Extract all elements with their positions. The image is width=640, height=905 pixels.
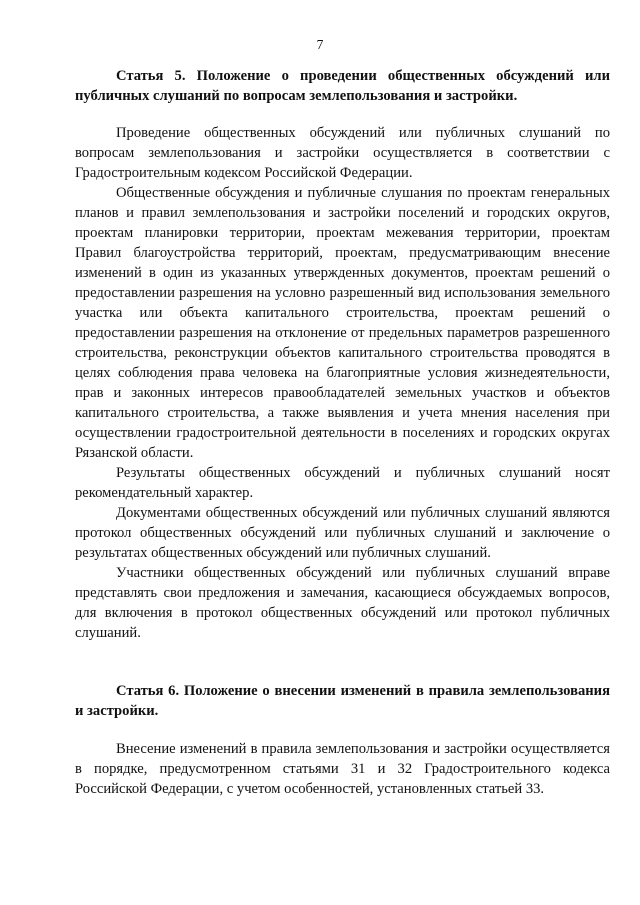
article-5-paragraph-5: Участники общественных обсуждений или публичных слушаний вправе представлять свои предложения и замечания, касающиеся обсуждаемых вопросов, для включения в протокол общественных обсуждений или протокол публичных слушаний. bbox=[75, 565, 610, 641]
article-5-heading: Статья 5. Положение о проведении общественных обсуждений или публичных слушаний по вопросам землепользования и застройки. bbox=[75, 68, 610, 104]
article-5-body bbox=[75, 123, 610, 643]
article-5-paragraph-1: Проведение общественных обсуждений или публичных слушаний по вопросам землепользования и застройки осуществляется в соответствии с Градостроительным кодексом Российской Федерации. bbox=[75, 125, 610, 181]
article-5-paragraph-4: Документами общественных обсуждений или публичных слушаний являются протокол общественных обсуждений или публичных слушаний и заключение о результатах общественных обсуждений или публичных слушаний. bbox=[75, 505, 610, 561]
article-6-body bbox=[75, 739, 610, 799]
page-number: 7 bbox=[316, 37, 324, 52]
article-6-heading: Статья 6. Положение о внесении изменений в правила землепользования и застройки. bbox=[75, 683, 610, 719]
article-5-paragraph-3: Результаты общественных обсуждений и публичных слушаний носят рекомендательный характер. bbox=[75, 465, 610, 501]
article-6-paragraph-1: Внесение изменений в правила землепользования и застройки осуществляется в порядке, предусмотренном статьями 31 и 32 Градостроительного кодекса Российской Федерации, с учетом особенностей, установленных статьей 33. bbox=[75, 741, 610, 797]
article-5-paragraph-2: Общественные обсуждения и публичные слушания по проектам генеральных планов и правил землепользования и застройки поселений и городских округов, проектам планировки территории, проектам межевания территории, проектам Правил благоустройства территорий, проектам, предусматривающим внесение изменений в один из указанных утвержденных документов, проектам решений о предоставлении разрешения на условно разрешенный вид использования земельного участка или объекта капитального строительства, проектам решений о предоставлении разрешения на отклонение от предельных параметров разрешенного строительства, реконструкции объектов капитального строительства проводятся в целях соблюдения права человека на благоприятные условия жизнедеятельности, прав и законных интересов правообладателей земельных участков и объектов капитального строительства, а также выявления и учета мнения населения при осуществлении градостроительной деятельности в поселениях и городских округах Рязанской области. bbox=[75, 185, 610, 461]
